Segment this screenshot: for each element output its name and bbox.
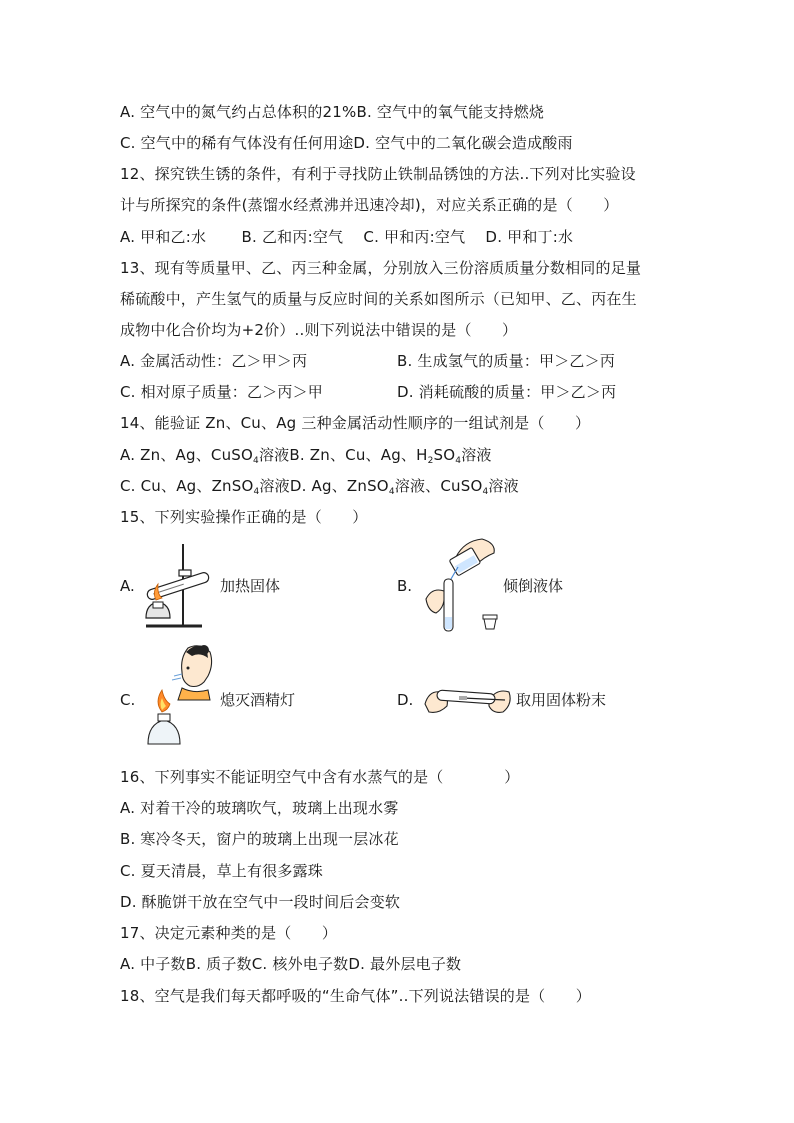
blowing-out-lamp-figure (138, 640, 220, 750)
option-text: 溶液 (488, 477, 519, 495)
option-b-text: 倾倒液体 (503, 577, 564, 595)
question-18-stem: 18、空气是我们每天都呼吸的“生命气体”..下列说法错误的是（ ） (120, 987, 591, 1005)
pouring-liquid-figure (420, 535, 502, 635)
question-16-option-b: B. 寒冷冬天，窗户的玻璃上出现一层冰花 (120, 830, 399, 848)
option-d-text: 取用固体粉末 (516, 691, 607, 709)
question-17-stem: 17、决定元素种类的是（ ） (120, 924, 338, 942)
question-14-stem: 14、能验证 Zn、Cu、Ag 三种金属活动性顺序的一组试剂是（ ） (120, 414, 591, 432)
question-16-stem: 16、下列事实不能证明空气中含有水蒸气的是（ ） (120, 768, 520, 786)
heating-solid-figure (138, 540, 220, 630)
subscript: 4 (253, 456, 259, 466)
option-d-letter: D. (397, 691, 414, 709)
question-12-line-2: 计与所探究的条件(蒸馏水经煮沸并迅速冷却)，对应关系正确的是（ ） (120, 196, 619, 214)
question-13-line-2: 稀硫酸中，产生氢气的质量与反应时间的关系如图所示（已知甲、乙、丙在生 (120, 290, 637, 308)
question-12-line-1: 12、探究铁生锈的条件，有利于寻找防止铁制品锈蚀的方法..下列对比实验设 (120, 165, 636, 183)
subscript: 4 (388, 487, 395, 497)
subscript: 2 (427, 456, 434, 466)
subscript: 4 (455, 456, 462, 466)
option-text: 溶液 (461, 446, 492, 464)
question-13-option-d: D. 消耗硫酸的质量：甲＞乙＞丙 (397, 383, 617, 401)
subscript: 4 (253, 487, 260, 497)
subscript: 4 (482, 487, 489, 497)
option-a-text: 加热固体 (220, 577, 281, 595)
question-12-options: A. 甲和乙:水 B. 乙和丙:空气 C. 甲和丙:空气 D. 甲和丁:水 (120, 228, 574, 246)
option-b-letter: B. (397, 577, 413, 595)
question-17-options: A. 中子数B. 质子数C. 核外电子数D. 最外层电子数 (120, 955, 462, 973)
question-15-stem: 15、下列实验操作正确的是（ ） (120, 508, 368, 526)
question-16-option-a: A. 对着干冷的玻璃吹气，玻璃上出现水雾 (120, 799, 399, 817)
option-c-text: 熄灭酒精灯 (220, 691, 296, 709)
option-a-letter: A. (120, 577, 135, 595)
question-14-options-ab (120, 445, 492, 471)
question-13-option-a: A. 金属活动性：乙＞甲＞丙 (120, 352, 308, 370)
option-c-letter: C. (120, 691, 136, 709)
option-text: C. Cu、Ag、ZnSO (120, 477, 254, 495)
option-text: 溶液D. Ag、ZnSO (259, 477, 389, 495)
question-13-line-1: 13、现有等质量甲、乙、丙三种金属，分别放入三份溶质质量分数相同的足量 (120, 259, 642, 277)
option-text: 溶液、CuSO (394, 477, 483, 495)
question-13-option-c: C. 相对原子质量：乙＞丙＞甲 (120, 383, 324, 401)
option-text: A. Zn、Ag、CuSO (120, 446, 254, 464)
taking-powder-figure (423, 678, 513, 722)
question-13-line-3: 成物中化合价均为+2价）..则下列说法中错误的是（ ） (120, 321, 518, 339)
option-line-ab: A. 空气中的氮气约占总体积的21%B. 空气中的氧气能支持燃烧 (120, 103, 545, 121)
question-16-option-d: D. 酥脆饼干放在空气中一段时间后会变软 (120, 893, 401, 911)
option-line-cd: C. 空气中的稀有气体没有任何用途D. 空气中的二氧化碳会造成酸雨 (120, 134, 573, 152)
question-13-option-b: B. 生成氢气的质量：甲＞乙＞丙 (397, 352, 616, 370)
option-text: SO (433, 446, 456, 464)
option-text: 溶液B. Zn、Cu、Ag、H (258, 446, 428, 464)
question-14-options-cd (120, 476, 519, 502)
question-16-option-c: C. 夏天清晨，草上有很多露珠 (120, 862, 324, 880)
